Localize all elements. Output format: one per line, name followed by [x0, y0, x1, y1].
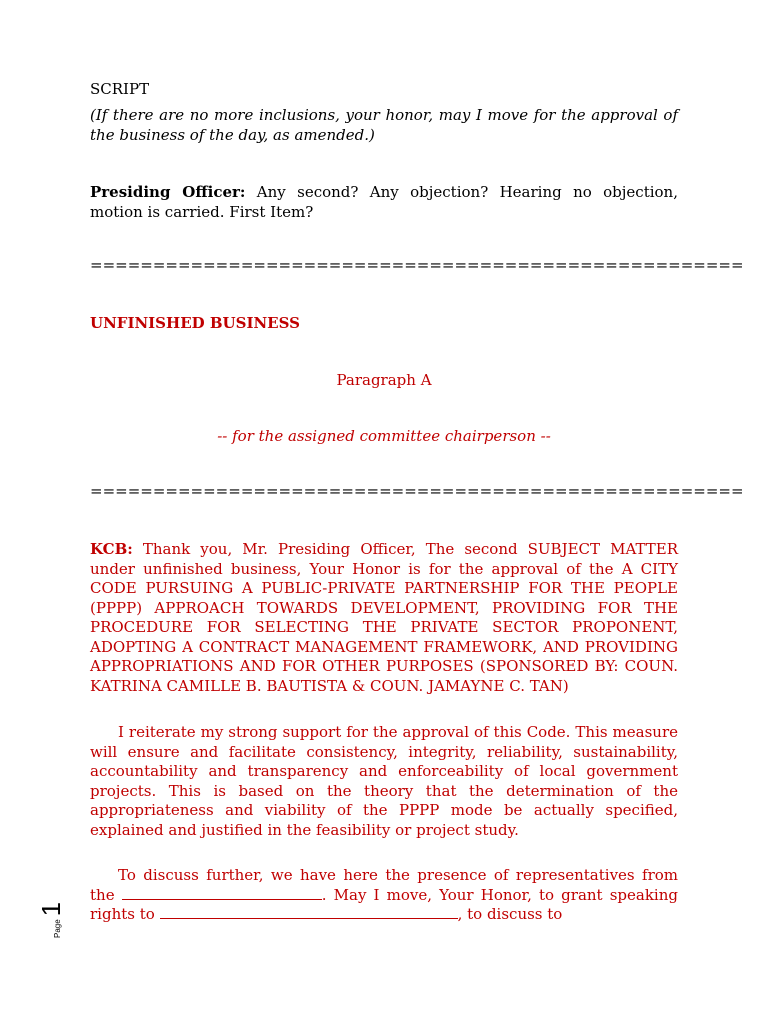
separator-line-1: ====================================================: [90, 256, 744, 274]
page-footer: [30, 880, 66, 940]
presiding-officer-label: Presiding Officer:: [90, 183, 246, 201]
discuss-paragraph: [90, 866, 678, 925]
script-label: SCRIPT: [90, 80, 150, 98]
support-paragraph: I reiterate my strong support for the approval of this Code. This measure will ensure and facilitate consistency, integrity, reliability, sustainability, accountability and transparency and enforceability of local government projects. This is based on the theory that the determination of the appropriateness and viability of the PPPP mode be actually specified, explained and justified in the feasibility or project study.: [90, 723, 678, 839]
blank-line-speaker: [160, 905, 458, 919]
discuss-text-1: To discuss further, we have here the presence of representatives from the: [90, 866, 678, 904]
presiding-officer-paragraph: [90, 183, 678, 222]
chair-note: -- for the assigned committee chairperson --: [217, 427, 551, 445]
motion-text: (If there are no more inclusions, your honor, may I move for the approval of the business of the day, as amended.): [90, 106, 678, 144]
presiding-officer-text: Any second? Any objection? Hearing no objection, motion is carried. First Item?: [90, 183, 678, 221]
page-number: 1: [36, 901, 66, 917]
kcb-text: Thank you, Mr. Presiding Officer, The second SUBJECT MATTER under unfinished business, Your Honor is for the approval of the A CITY CODE PURSUING A PUBLIC-PRIVATE PARTNERSHIP FOR THE PEOPLE (PPPP) APPROACH TOWARDS DEVELOPMENT, PROVIDING FOR THE PROCEDURE FOR SELECTING THE PRIVATE SECTOR PROPONENT, ADOPTING A CONTRACT MANAGEMENT FRAMEWORK, AND PROVIDING APPROPRIATIONS AND FOR OTHER PURPOSES (SPONSORED BY: COUN. KATRINA CAMILLE B. BAUTISTA & COUN. JAMAYNE C. TAN): [90, 540, 678, 695]
blank-line-representatives: [122, 886, 322, 900]
paragraph-label: Paragraph A: [336, 371, 432, 389]
separator-line-2: ====================================================: [90, 482, 744, 500]
section-heading: UNFINISHED BUSINESS: [90, 314, 300, 332]
discuss-text-2: . May I move, Your Honor, to grant speaking rights to: [90, 885, 678, 923]
discuss-text-3: , to discuss to: [457, 905, 563, 923]
page-label: Page: [53, 919, 62, 938]
kcb-paragraph: [90, 540, 678, 696]
kcb-label: KCB:: [90, 540, 133, 558]
